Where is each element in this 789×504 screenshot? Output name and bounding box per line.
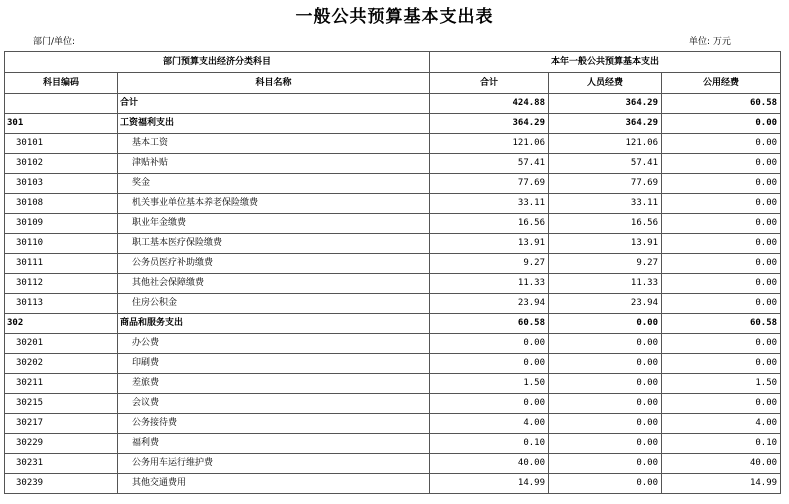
category-row bbox=[5, 114, 781, 134]
table-row bbox=[5, 254, 781, 274]
subject-name: 职工基本医疗保险缴费 bbox=[118, 234, 430, 254]
total-row bbox=[5, 94, 781, 114]
subject-code: 30229 bbox=[5, 434, 118, 454]
amount-personnel: 77.69 bbox=[549, 174, 662, 194]
subject-code: 30103 bbox=[5, 174, 118, 194]
table-row bbox=[5, 354, 781, 374]
amount-public: 0.00 bbox=[662, 134, 781, 154]
table-row bbox=[5, 214, 781, 234]
amount-public: 4.00 bbox=[662, 414, 781, 434]
amount-total: 57.41 bbox=[430, 154, 549, 174]
amount-total: 4.00 bbox=[430, 414, 549, 434]
amount-public: 0.00 bbox=[662, 234, 781, 254]
subject-name: 会议费 bbox=[118, 394, 430, 414]
header-columns-row bbox=[5, 73, 781, 94]
amount-total: 23.94 bbox=[430, 294, 549, 314]
amount-public: 0.00 bbox=[662, 254, 781, 274]
subject-name: 职业年金缴费 bbox=[118, 214, 430, 234]
total-code bbox=[5, 94, 118, 114]
subject-name: 住房公积金 bbox=[118, 294, 430, 314]
amount-public: 0.00 bbox=[662, 354, 781, 374]
amount-public: 0.00 bbox=[662, 334, 781, 354]
table-row bbox=[5, 174, 781, 194]
subject-code: 30112 bbox=[5, 274, 118, 294]
subject-name: 工资福利支出 bbox=[118, 114, 430, 134]
amount-public: 0.00 bbox=[662, 194, 781, 214]
amount-public: 0.00 bbox=[662, 214, 781, 234]
amount-public: 0.10 bbox=[662, 434, 781, 454]
amount-total: 13.91 bbox=[430, 234, 549, 254]
amount-personnel: 364.29 bbox=[549, 114, 662, 134]
amount-personnel: 13.91 bbox=[549, 234, 662, 254]
subject-name: 公务接待费 bbox=[118, 414, 430, 434]
subject-name: 基本工资 bbox=[118, 134, 430, 154]
subject-code: 30201 bbox=[5, 334, 118, 354]
subject-code: 30211 bbox=[5, 374, 118, 394]
subject-name: 津贴补贴 bbox=[118, 154, 430, 174]
amount-personnel: 0.00 bbox=[549, 454, 662, 474]
subject-name: 印刷费 bbox=[118, 354, 430, 374]
table-row bbox=[5, 234, 781, 254]
amount-personnel: 16.56 bbox=[549, 214, 662, 234]
total-label: 合计 bbox=[118, 94, 430, 114]
subject-code: 30231 bbox=[5, 454, 118, 474]
subject-code: 30109 bbox=[5, 214, 118, 234]
amount-personnel: 121.06 bbox=[549, 134, 662, 154]
header-group-row bbox=[5, 52, 781, 73]
subject-name: 福利费 bbox=[118, 434, 430, 454]
subject-name: 其他社会保障缴费 bbox=[118, 274, 430, 294]
amount-public: 1.50 bbox=[662, 374, 781, 394]
table-row bbox=[5, 334, 781, 354]
amount-personnel: 11.33 bbox=[549, 274, 662, 294]
amount-total: 0.00 bbox=[430, 354, 549, 374]
expenditure-table bbox=[4, 51, 781, 494]
amount-total: 121.06 bbox=[430, 134, 549, 154]
table-row bbox=[5, 154, 781, 174]
subject-code: 30101 bbox=[5, 134, 118, 154]
amount-total: 1.50 bbox=[430, 374, 549, 394]
amount-total: 77.69 bbox=[430, 174, 549, 194]
table-row bbox=[5, 414, 781, 434]
amount-total: 16.56 bbox=[430, 214, 549, 234]
amount-personnel: 57.41 bbox=[549, 154, 662, 174]
amount-total: 0.00 bbox=[430, 334, 549, 354]
amount-total: 0.10 bbox=[430, 434, 549, 454]
header-name: 科目名称 bbox=[118, 73, 430, 94]
subject-code: 30202 bbox=[5, 354, 118, 374]
table-row bbox=[5, 194, 781, 214]
header-budget: 本年一般公共预算基本支出 bbox=[430, 52, 781, 73]
table-row bbox=[5, 294, 781, 314]
subject-name: 商品和服务支出 bbox=[118, 314, 430, 334]
subject-name: 机关事业单位基本养老保险缴费 bbox=[118, 194, 430, 214]
header-code: 科目编码 bbox=[5, 73, 118, 94]
amount-personnel: 23.94 bbox=[549, 294, 662, 314]
amount-public: 14.99 bbox=[662, 474, 781, 494]
subject-name: 公务员医疗补助缴费 bbox=[118, 254, 430, 274]
subject-code: 302 bbox=[5, 314, 118, 334]
category-row bbox=[5, 314, 781, 334]
subject-code: 30111 bbox=[5, 254, 118, 274]
amount-personnel: 9.27 bbox=[549, 254, 662, 274]
amount-total: 0.00 bbox=[430, 394, 549, 414]
unit-label: 单位: 万元 bbox=[689, 37, 731, 47]
amount-public: 0.00 bbox=[662, 174, 781, 194]
page-title: 一般公共预算基本支出表 bbox=[295, 7, 494, 27]
table-row bbox=[5, 134, 781, 154]
subject-name: 其他交通费用 bbox=[118, 474, 430, 494]
subject-code: 30239 bbox=[5, 474, 118, 494]
table-row bbox=[5, 434, 781, 454]
amount-total: 11.33 bbox=[430, 274, 549, 294]
subject-name: 办公费 bbox=[118, 334, 430, 354]
amount-personnel: 0.00 bbox=[549, 474, 662, 494]
header-total: 合计 bbox=[430, 73, 549, 94]
table-row bbox=[5, 454, 781, 474]
amount-total: 60.58 bbox=[430, 314, 549, 334]
amount-public: 0.00 bbox=[662, 114, 781, 134]
subject-code: 30217 bbox=[5, 414, 118, 434]
table-row bbox=[5, 274, 781, 294]
subject-code: 30102 bbox=[5, 154, 118, 174]
amount-total: 364.29 bbox=[430, 114, 549, 134]
amount-public: 0.00 bbox=[662, 274, 781, 294]
subject-name: 差旅费 bbox=[118, 374, 430, 394]
amount-personnel: 33.11 bbox=[549, 194, 662, 214]
table-row bbox=[5, 474, 781, 494]
subject-code: 30108 bbox=[5, 194, 118, 214]
amount-public: 40.00 bbox=[662, 454, 781, 474]
total-personnel: 364.29 bbox=[549, 94, 662, 114]
amount-public: 0.00 bbox=[662, 294, 781, 314]
total-amount: 424.88 bbox=[430, 94, 549, 114]
header-classification: 部门预算支出经济分类科目 bbox=[5, 52, 430, 73]
total-public: 60.58 bbox=[662, 94, 781, 114]
amount-personnel: 0.00 bbox=[549, 434, 662, 454]
amount-personnel: 0.00 bbox=[549, 394, 662, 414]
amount-public: 0.00 bbox=[662, 394, 781, 414]
subject-name: 公务用车运行维护费 bbox=[118, 454, 430, 474]
amount-personnel: 0.00 bbox=[549, 314, 662, 334]
subject-code: 30110 bbox=[5, 234, 118, 254]
subject-code: 30215 bbox=[5, 394, 118, 414]
amount-personnel: 0.00 bbox=[549, 414, 662, 434]
table-row bbox=[5, 394, 781, 414]
amount-personnel: 0.00 bbox=[549, 354, 662, 374]
table-row bbox=[5, 374, 781, 394]
header-public: 公用经费 bbox=[662, 73, 781, 94]
header-personnel: 人员经费 bbox=[549, 73, 662, 94]
amount-personnel: 0.00 bbox=[549, 334, 662, 354]
amount-personnel: 0.00 bbox=[549, 374, 662, 394]
subject-code: 301 bbox=[5, 114, 118, 134]
subject-code: 30113 bbox=[5, 294, 118, 314]
amount-public: 60.58 bbox=[662, 314, 781, 334]
amount-total: 14.99 bbox=[430, 474, 549, 494]
amount-total: 9.27 bbox=[430, 254, 549, 274]
amount-public: 0.00 bbox=[662, 154, 781, 174]
subject-name: 奖金 bbox=[118, 174, 430, 194]
amount-total: 33.11 bbox=[430, 194, 549, 214]
amount-total: 40.00 bbox=[430, 454, 549, 474]
department-label: 部门/单位: bbox=[33, 37, 76, 47]
